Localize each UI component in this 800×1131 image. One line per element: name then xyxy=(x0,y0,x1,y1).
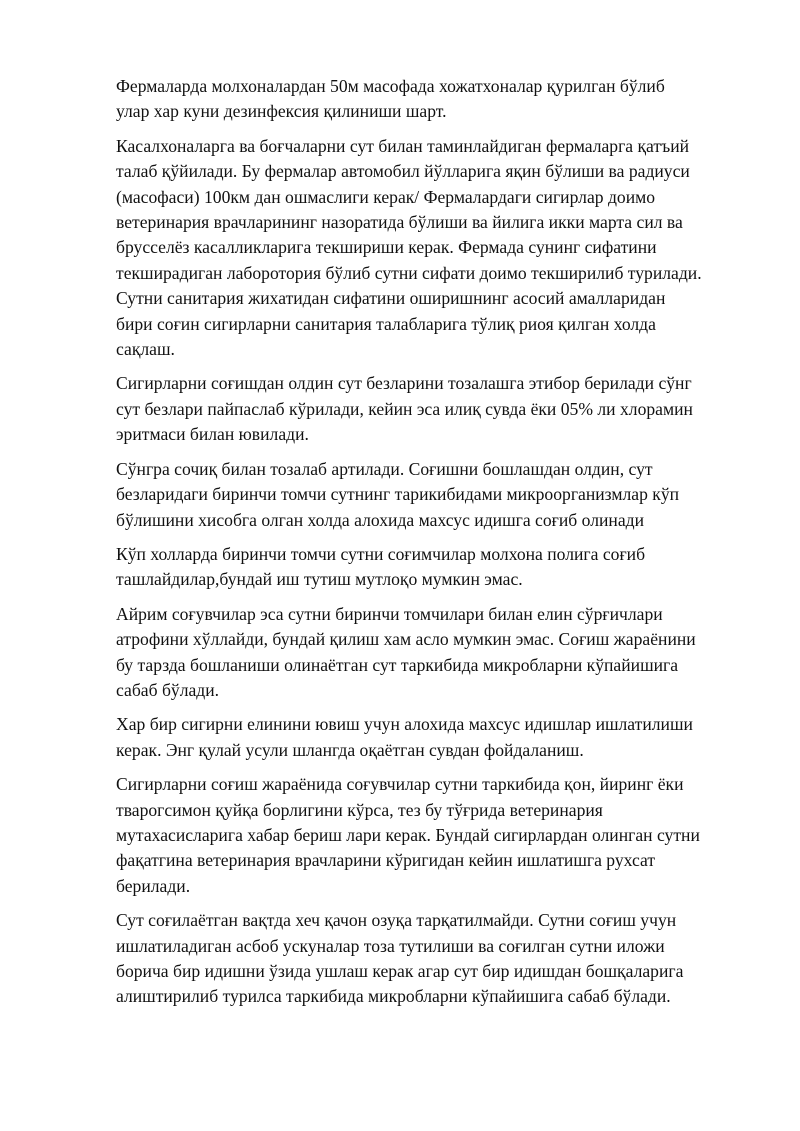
paragraph-teat-wetting: Айрим соғувчилар эса сутни биринчи томчилари билан елин сўрғичлари атрофини хўллайди, бундай қилиш хам асло мумкин эмас. Соғиш жараёнини бу тарзда бошланиши олинаётган сут таркибида микробларни кўпайишига сабаб бўлади. xyxy=(116,603,696,700)
document-body xyxy=(116,74,728,1019)
paragraph-farm-requirements: Касалхоналарга ва боғчаларни сут билан таминлайдиган фермаларга қатъий талаб қўйилади. Бу фермалар автомобил йўлларига яқин бўлиши ва радиуси (масофаси) 100км дан ошмаслиги керак/ Фермалардаги сигирлар доимо ветеринария врачларининг назоратида бўлиши ва йилига икки марта сил ва брусселёз касалликларига текшириши керак. Фермада сунинг сифатини текширадиган лаборотория бўлиб сутни сифати доимо текширилиб турилади. Сутни санитария жихатидан сифатини оширишнинг асосий амалларидан бири соғин сигирларни санитария талабларига тўлиқ риоя қилган холда сақлаш. xyxy=(116,135,702,360)
paragraph-first-drops: Сўнгра сочиқ билан тозалаб артилади. Соғишни бошлашдан олдин, сут безларидаги биринчи томчи сутнинг тарикибидами микроорганизмлар кўп бўлишини хисобга олган холда алохида махсус идишга соғиб олинади xyxy=(116,458,680,530)
paragraph-abnormal-milk: Сигирларни соғиш жараёнида соғувчилар сутни таркибида қон, йиринг ёки тварогсимон қуйқа борлигини кўрса, тез бу тўғрида ветеринария мутахасисларига хабар бериш лари керак. Бундай сигирлардан олинган сутни фақатгина ветеринария врачларини кўригидан кейин ишлатишга рухсат берилади. xyxy=(116,774,700,896)
paragraph-floor-milking: Кўп холларда биринчи томчи сутни соғимчилар молхона полига соғиб ташлайдилар,бундай иш тутиш мутлоқо мумкин эмас. xyxy=(116,543,646,590)
paragraph-udder-cleaning: Сигирларни соғишдан олдин сут безларини тозалашга этибор берилади сўнг сут безлари пайпаслаб кўрилади, кейин эса илиқ сувда ёки 05% ли хлорамин эритмаси билан ювилади. xyxy=(116,373,693,445)
paragraph-toilets: Фермаларда молхоналардан 50м масофада хожатхоналар қурилган бўлиб улар хар куни дезинфексия қилиниши шарт. xyxy=(116,76,665,122)
paragraph-washing-containers: Хар бир сигирни елинини ювиш учун алохида махсус идишлар ишлатилиши керак. Энг қулай усули шлангда оқаётган сувдан фойдаланиш. xyxy=(116,714,693,760)
paragraph-feed-distribution: Сут соғилаётган вақтда хеч қачон озуқа тарқатилмайди. Сутни соғиш учун ишлатиладиган асбоб ускуналар тоза тутилиши ва соғилган сутни иложи борича бир идишни ўзида ушлаш керак агар сут бир идишдан бошқаларига алиштирилиб турилса таркибида микробларни кўпайишига сабаб бўлади. xyxy=(116,910,684,1007)
